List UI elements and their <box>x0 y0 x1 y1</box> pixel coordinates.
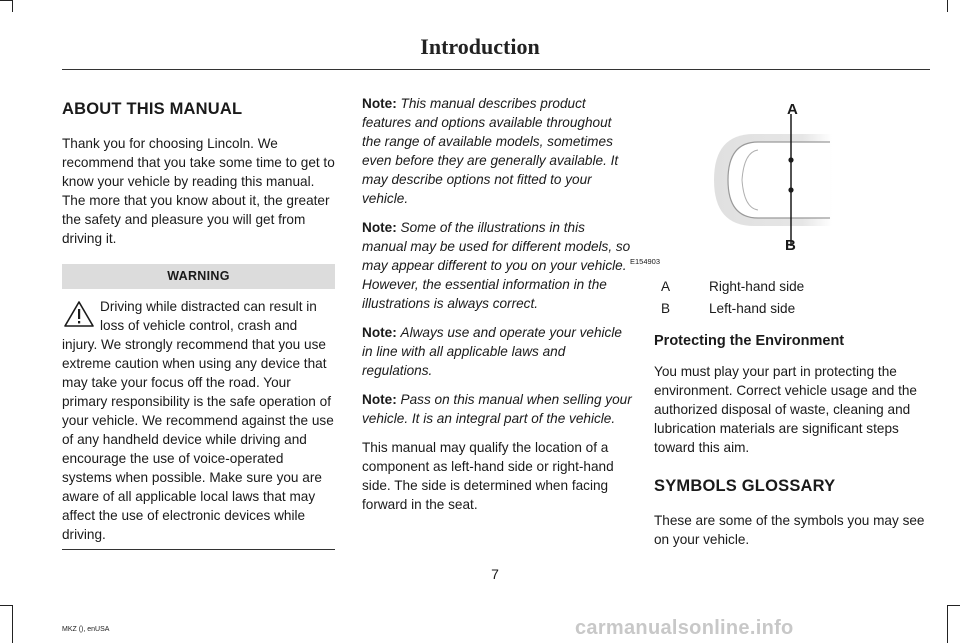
note-text: Some of the illustrations in this manual may be used for different models, so may appear different to you on your vehicle. However, the essential information in the illustrations is always correct. <box>362 220 631 311</box>
legend-list <box>654 277 930 318</box>
section-heading-about: ABOUT THIS MANUAL <box>62 100 243 118</box>
page-title: Introduction <box>420 34 540 59</box>
legend-key: B <box>661 301 671 316</box>
column-right <box>630 94 930 559</box>
note-label: Note: <box>362 96 397 111</box>
crop-mark <box>12 0 13 12</box>
section-heading-symbols: SYMBOLS GLOSSARY <box>654 477 836 495</box>
environment-paragraph: You must play your part in protecting the environment. Correct vehicle usage and the authorized disposal of waste, cleaning and lubrication materials are significant steps toward this aim. <box>654 364 917 455</box>
column-middle <box>362 94 632 524</box>
warning-rule <box>62 549 335 550</box>
section-heading-environment: Protecting the Environment <box>654 333 845 349</box>
crop-mark <box>948 605 960 606</box>
intro-paragraph: Thank you for choosing Lincoln. We recommend that you take some time to get to know your vehicle by reading this manual. The more that you know about it, the greater the safety and pleasure you will get from driving it. <box>62 136 335 246</box>
note-paragraph <box>362 390 632 428</box>
header-rule <box>62 69 930 70</box>
warning-triangle-icon <box>62 299 96 329</box>
warning-box <box>62 297 335 544</box>
note-text: This manual describes product features and options available throughout the range of available models, sometimes even before they are generally available. It may describe options not fitted to your vehicle. <box>362 96 619 206</box>
figure-label-a: A <box>787 101 798 118</box>
figure-label-b: B <box>785 237 796 254</box>
legend-value: Right-hand side <box>709 279 805 294</box>
note-text: Always use and operate your vehicle in line with all applicable laws and regulations. <box>362 325 622 378</box>
figure-code: E154903 <box>630 257 661 266</box>
crop-mark <box>0 605 12 606</box>
crop-mark <box>12 605 13 643</box>
note-paragraph <box>362 94 632 208</box>
crop-mark <box>0 0 12 1</box>
legend-item <box>654 277 930 296</box>
crop-mark <box>947 0 948 12</box>
vehicle-sides-figure <box>630 92 930 266</box>
side-definition-paragraph: This manual may qualify the location of a component as left-hand side or right-hand side. The side is determined when facing forward in the seat. <box>362 440 614 512</box>
note-label: Note: <box>362 220 397 235</box>
note-paragraph <box>362 323 632 380</box>
column-left <box>62 94 335 550</box>
note-text: Pass on this manual when selling your vehicle. It is an integral part of the vehicle. <box>362 392 632 426</box>
watermark-text: carmanualsonline.info <box>575 617 794 639</box>
note-label: Note: <box>362 392 397 407</box>
crop-mark <box>947 605 948 643</box>
legend-item <box>654 299 930 318</box>
symbols-paragraph: These are some of the symbols you may see on your vehicle. <box>654 513 925 547</box>
document-code: MKZ (), enUSA <box>62 626 110 633</box>
page-number: 7 <box>491 566 499 582</box>
legend-key: A <box>661 279 671 294</box>
note-paragraph <box>362 218 632 313</box>
warning-text: Driving while distracted can result in loss of vehicle control, crash and injury. We strongly recommend that you use extreme caution when using any device that may take your focus off the road. Your primary responsibility is the safe operation of your vehicle. We recommend against the use of any handheld device while driving and encourage the use of voice-operated systems when possible. Make sure you are aware of all applicable local laws that may affect the use of electronic devices while driving. <box>62 299 334 542</box>
warning-label: WARNING <box>62 264 335 289</box>
note-label: Note: <box>362 325 397 340</box>
legend-value: Left-hand side <box>709 301 796 316</box>
